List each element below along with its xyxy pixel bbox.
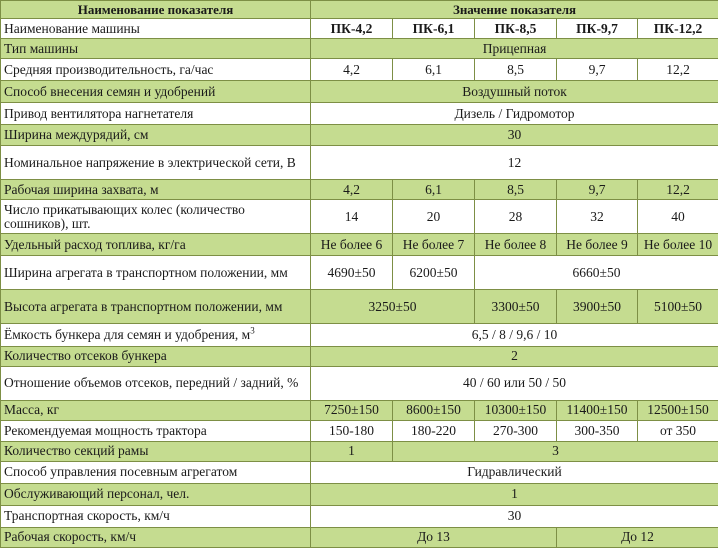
row-value: 6,5 / 8 / 9,6 / 10 — [311, 324, 718, 346]
row-value: Прицепная — [311, 39, 718, 59]
table-row-hopper-capacity — [1, 324, 718, 346]
header-row — [1, 1, 718, 19]
model-name: ПК-4,2 — [311, 19, 393, 39]
row-value: 12,2 — [638, 180, 718, 200]
row-label: Обслуживающий персонал, чел. — [1, 483, 311, 505]
row-value: Не более 8 — [475, 234, 557, 256]
row-label: Ширина междурядий, см — [1, 125, 311, 146]
row-value: 6,1 — [393, 180, 475, 200]
table-row-hopper-sections — [1, 346, 718, 366]
table-row-personnel — [1, 483, 718, 505]
model-name: ПК-9,7 — [557, 19, 638, 39]
row-value: 8,5 — [475, 59, 557, 81]
row-value: 6660±50 — [475, 256, 718, 290]
row-label: Высота агрегата в транспортном положении, мм — [1, 290, 311, 324]
row-value: 2 — [311, 346, 718, 366]
row-value: Дизель / Гидромотор — [311, 103, 718, 125]
row-value: 28 — [475, 200, 557, 234]
header-col-value: Значение показателя — [311, 1, 718, 19]
row-value: 3300±50 — [475, 290, 557, 324]
row-value: 5100±50 — [638, 290, 718, 324]
row-label: Рабочая ширина захвата, м — [1, 180, 311, 200]
row-value: 4,2 — [311, 180, 393, 200]
table-row-frame-sections — [1, 441, 718, 461]
row-value: Не более 10 — [638, 234, 718, 256]
row-value: 9,7 — [557, 59, 638, 81]
row-value: 30 — [311, 505, 718, 527]
row-value: 40 / 60 или 50 / 50 — [311, 366, 718, 400]
row-value: Не более 6 — [311, 234, 393, 256]
header-col-name: Наименование показателя — [1, 1, 311, 19]
row-label: Ширина агрегата в транспортном положении, мм — [1, 256, 311, 290]
row-label — [1, 324, 311, 346]
row-value: 10300±150 — [475, 400, 557, 420]
row-value: Гидравлический — [311, 461, 718, 483]
row-label: Тип машины — [1, 39, 311, 59]
row-value: 8600±150 — [393, 400, 475, 420]
row-value: 3 — [393, 441, 718, 461]
row-value: 3900±50 — [557, 290, 638, 324]
table-row-fan-drive — [1, 103, 718, 125]
row-value: от 350 — [638, 420, 718, 441]
table-row-avg-productivity — [1, 59, 718, 81]
row-value: Не более 9 — [557, 234, 638, 256]
table-row-machine-type — [1, 39, 718, 59]
row-value: 12 — [311, 146, 718, 180]
table-row-fuel-consumption — [1, 234, 718, 256]
row-label: Наименование машины — [1, 19, 311, 39]
row-label: Отношение объемов отсеков, передний / задний, % — [1, 366, 311, 400]
row-value: 6,1 — [393, 59, 475, 81]
table-row-working-speed — [1, 527, 718, 547]
row-value: 14 — [311, 200, 393, 234]
row-label: Удельный расход топлива, кг/га — [1, 234, 311, 256]
row-value: 1 — [311, 483, 718, 505]
row-value: 4690±50 — [311, 256, 393, 290]
table-row-control-method — [1, 461, 718, 483]
table-row-press-wheels — [1, 200, 718, 234]
row-label: Число прикатывающих колес (количество сошников), шт. — [1, 200, 311, 234]
superscript-unit: 3 — [250, 325, 255, 336]
row-value: 6200±50 — [393, 256, 475, 290]
row-value: 11400±150 — [557, 400, 638, 420]
row-label: Средняя производительность, га/час — [1, 59, 311, 81]
row-value: 9,7 — [557, 180, 638, 200]
table-row-transport-width — [1, 256, 718, 290]
row-value: 150-180 — [311, 420, 393, 441]
model-name: ПК-8,5 — [475, 19, 557, 39]
row-label: Номинальное напряжение в электрической сети, В — [1, 146, 311, 180]
row-value: 40 — [638, 200, 718, 234]
row-value: Воздушный поток — [311, 81, 718, 103]
row-label: Количество секций рамы — [1, 441, 311, 461]
row-label: Масса, кг — [1, 400, 311, 420]
row-label: Способ управления посевным агрегатом — [1, 461, 311, 483]
row-value: 300-350 — [557, 420, 638, 441]
row-label: Количество отсеков бункера — [1, 346, 311, 366]
table-row-tractor-power — [1, 420, 718, 441]
row-value: 180-220 — [393, 420, 475, 441]
row-value: Не более 7 — [393, 234, 475, 256]
row-label: Привод вентилятора нагнетателя — [1, 103, 311, 125]
row-value: До 12 — [557, 527, 718, 547]
table-row-application-method — [1, 81, 718, 103]
row-value: До 13 — [311, 527, 557, 547]
row-value: 20 — [393, 200, 475, 234]
row-label: Транспортная скорость, км/ч — [1, 505, 311, 527]
row-label: Рабочая скорость, км/ч — [1, 527, 311, 547]
table-row-mass — [1, 400, 718, 420]
row-value: 4,2 — [311, 59, 393, 81]
row-value: 12500±150 — [638, 400, 718, 420]
table-row-transport-speed — [1, 505, 718, 527]
row-label: Способ внесения семян и удобрений — [1, 81, 311, 103]
table-row-working-width — [1, 180, 718, 200]
table-row-voltage — [1, 146, 718, 180]
table-row-section-ratio — [1, 366, 718, 400]
row-value: 8,5 — [475, 180, 557, 200]
row-label: Рекомендуемая мощность трактора — [1, 420, 311, 441]
row-value: 32 — [557, 200, 638, 234]
row-value: 30 — [311, 125, 718, 146]
model-name: ПК-12,2 — [638, 19, 718, 39]
model-name: ПК-6,1 — [393, 19, 475, 39]
row-value: 7250±150 — [311, 400, 393, 420]
table-row-row-spacing — [1, 125, 718, 146]
row-value: 3250±50 — [311, 290, 475, 324]
table-row-models — [1, 19, 718, 39]
row-value: 270-300 — [475, 420, 557, 441]
row-value: 12,2 — [638, 59, 718, 81]
table-row-transport-height — [1, 290, 718, 324]
row-value: 1 — [311, 441, 393, 461]
row-label-text: Ёмкость бункера для семян и удобрения, м — [4, 326, 251, 342]
